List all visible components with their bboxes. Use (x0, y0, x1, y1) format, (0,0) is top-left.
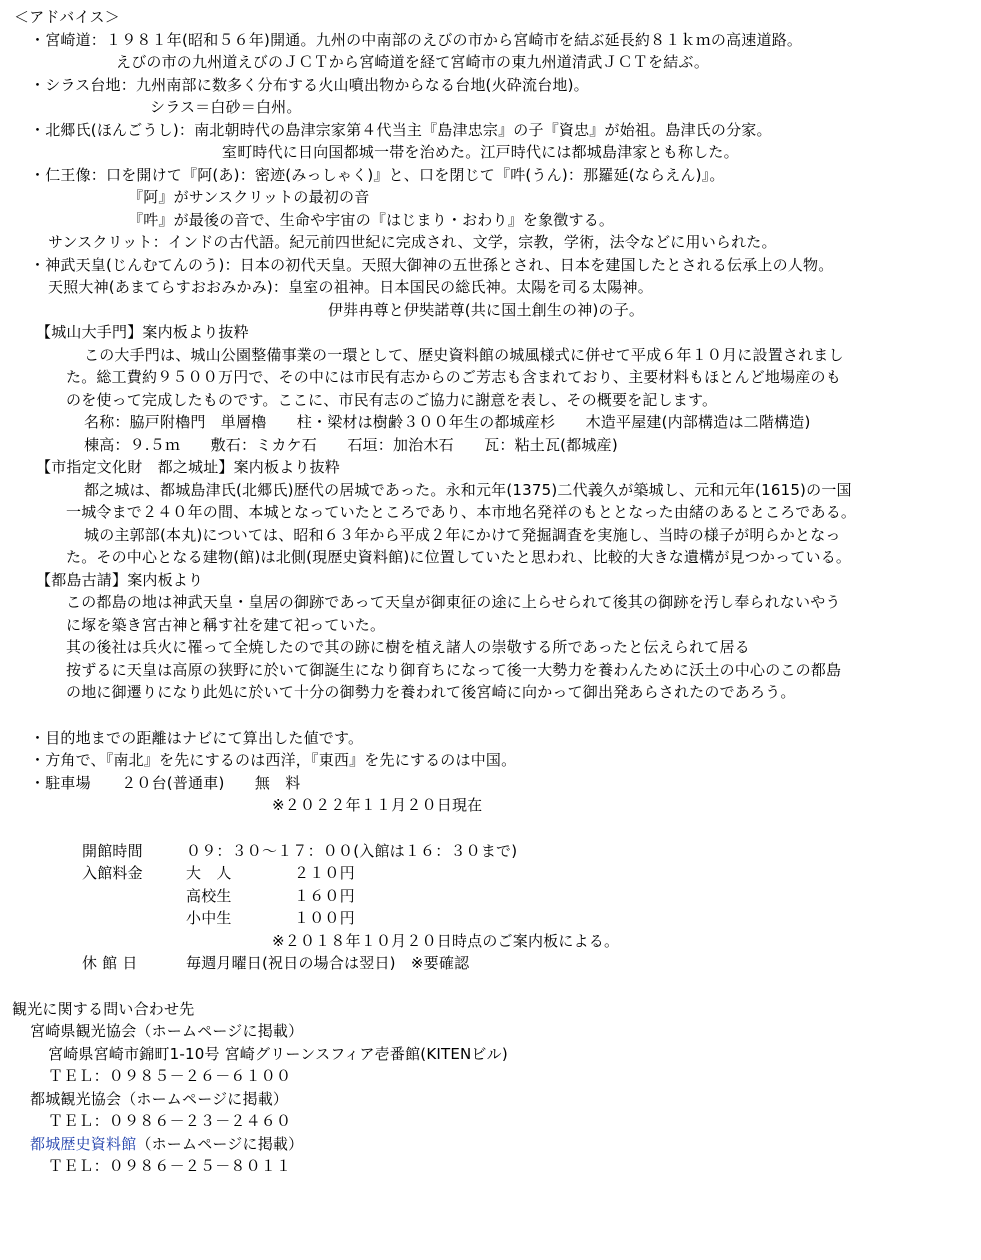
tojima-line-4: 按ずるに天皇は高原の狭野に於いて御誕生になり御育ちになって後一大勢力を養わんために沃土の中心のこの都島 (66, 661, 842, 679)
direction-note: ・方角で、『南北』を先にするのは西洋，『東西』を先にするのは中国。 (30, 751, 517, 769)
hours-label: 開館時間 (82, 842, 143, 860)
distance-note: ・目的地までの距離はナビにて算出した値です。 (30, 729, 364, 747)
fee-price: １６０円 (294, 887, 355, 905)
amaterasu-line-1: 天照大神(あまてらすおおみかみ)：皇室の祖神。日本国民の総氏神。太陽を司る太陽神。 (48, 278, 653, 296)
otemon-line-2: た。総工費約９５００万円で、その中には市民有志からのご芳志も含まれており、主要材料もほとんど地場産のも (66, 368, 841, 386)
fee-category: 高校生 (186, 887, 232, 905)
pref-association-tel: ＴＥＬ：０９８５－２６－６１００ (48, 1067, 292, 1085)
sanskrit-line: サンスクリット：インドの古代語。紀元前四世紀に完成され、文学，宗教，学術，法令などに用いられた。 (48, 233, 777, 251)
tojima-line-1: この都島の地は神武天皇・皇居の御跡であって天皇が御東征の途に上らせられて後其の御跡を汚し奉られないやう (66, 593, 841, 611)
fee-price: １００円 (294, 909, 355, 927)
amaterasu-line-2: 伊弉冉尊と伊奘諾尊(共に国土創生の神)の子。 (328, 301, 645, 319)
niou-line-1: ・仁王像：口を開けて『阿(あ)：密迹(みっしゃく)』と、口を閉じて『吽(うん)：那羅延(ならえん)』。 (30, 166, 725, 184)
fees-label: 入館料金 (82, 864, 143, 882)
shirasu-line-2: シラス＝白砂＝白州。 (150, 98, 302, 116)
museum-link[interactable]: 都城歴史資料館 (30, 1135, 137, 1153)
fees-note: ※２０１８年１０月２０日時点のご案内板による。 (272, 932, 620, 950)
niou-line-2: 『阿』がサンスクリットの最初の音 (128, 188, 370, 206)
shirasu-line-1: ・シラス台地：九州南部に数多く分布する火山噴出物からなる台地(火砕流台地)。 (30, 76, 589, 94)
hongo-line-2: 室町時代に日向国都城一帯を治めた。江戸時代には都城島津家とも称した。 (222, 143, 739, 161)
pref-association-address: 宮崎県宮崎市錦町1-10号 宮崎グリーンスフィア壱番館(KITENビル) (48, 1045, 508, 1063)
fee-price: ２１０円 (294, 864, 355, 882)
advice-heading: ＜アドバイス＞ (14, 8, 120, 26)
parking-note: ・駐車場 ２０台(普通車) 無 料 (30, 774, 301, 792)
castle-line-1: 都之城は、都城島津氏(北郷氏)歴代の居城であった。永和元年(1375)二代義久が築城し、元和元年(1615)の一国 (84, 481, 852, 499)
otemon-spec-line-2: 棟高：９.５ｍ 敷石：ミカケ石 石垣：加治木石 瓦：粘土瓦(都城産) (84, 436, 618, 454)
niou-line-3: 『吽』が最後の音で、生命や宇宙の『はじまり・おわり』を象徴する。 (128, 211, 615, 229)
castle-line-4: た。その中心となる建物(館)は北側(現歴史資料館)に位置していたと思われ、比較的大きな遺構が見つかっている。 (66, 548, 852, 566)
fee-category: 小中生 (186, 909, 232, 927)
city-association-name: 都城観光協会（ホームページに掲載） (30, 1090, 289, 1108)
otemon-spec-line-1: 名称：脇戸附櫓門 単層櫓 柱・梁材は樹齢３００年生の都城産杉 木造平屋建(内部構造は二階構造) (84, 413, 811, 431)
hours-value: ０９：３０～１７：００(入館は１６：３０まで) (186, 842, 518, 860)
pref-association-name: 宮崎県観光協会（ホームページに掲載） (30, 1022, 304, 1040)
museum-contact (30, 1133, 303, 1155)
tojima-line-2: に塚を築き宮古神と稱す社を建て祀っていた。 (66, 616, 386, 634)
museum-link-suffix: （ホームページに掲載） (136, 1135, 304, 1153)
otemon-heading: 【城山大手門】案内板より抜粋 (36, 323, 249, 341)
hongo-line-1: ・北郷氏(ほんごうし)：南北朝時代の島津宗家第４代当主『島津忠宗』の子『資忠』が始祖。島津氏の分家。 (30, 121, 772, 139)
contacts-heading: 観光に関する問い合わせ先 (12, 1000, 195, 1018)
closed-value: 毎週月曜日(祝日の場合は翌日) ※要確認 (186, 954, 470, 972)
tojima-heading: 【都島古請】案内板より (36, 571, 204, 589)
castle-line-3: 城の主郭部(本丸)については、昭和６３年から平成２年にかけて発掘調査を実施し、当時の様子が明らかとなっ (84, 526, 841, 544)
fee-category: 大 人 (186, 864, 232, 882)
miyazaki-road-line-1: ・宮崎道：１９８１年(昭和５６年)開通。九州の中南部のえびの市から宮崎市を結ぶ延長約８１ｋｍの高速道路。 (30, 31, 803, 49)
castle-heading: 【市指定文化財 都之城址】案内板より抜粋 (36, 458, 341, 476)
museum-tel: ＴＥＬ：０９８６－２５－８０１１ (48, 1157, 292, 1175)
jimmu-line-1: ・神武天皇(じんむてんのう)：日本の初代天皇。天照大御神の五世孫とされ、日本を建国したとされる伝承上の人物。 (30, 256, 834, 274)
parking-date: ※２０２２年１１月２０日現在 (272, 796, 483, 814)
tojima-line-3: 其の後社は兵火に罹って全焼したので其の跡に樹を植え諸人の崇敬する所であったと伝えられて居る (66, 638, 750, 656)
otemon-line-3: のを使って完成したものです。ここに、市民有志のご協力に謝意を表し、その概要を記します。 (66, 391, 718, 409)
miyazaki-road-line-2: えびの市の九州道えびのＪＣＴから宮崎道を経て宮崎市の東九州道清武ＪＣＴを結ぶ。 (116, 53, 710, 71)
otemon-line-1: この大手門は、城山公園整備事業の一環として、歴史資料館の城風様式に併せて平成６年１０月に設置されまし (84, 346, 844, 364)
closed-label: 休 館 日 (82, 954, 138, 972)
city-association-tel: ＴＥＬ：０９８６－２３－２４６０ (48, 1112, 292, 1130)
tojima-line-5: の地に御遷りになり此処に於いて十分の御勢力を養われて後宮崎に向かって御出発あらされたのであろう。 (66, 683, 796, 701)
castle-line-2: 一城令まで２４０年の間、本城となっていたところであり、本市地名発祥のもととなった由緒のあるところである。 (66, 503, 857, 521)
